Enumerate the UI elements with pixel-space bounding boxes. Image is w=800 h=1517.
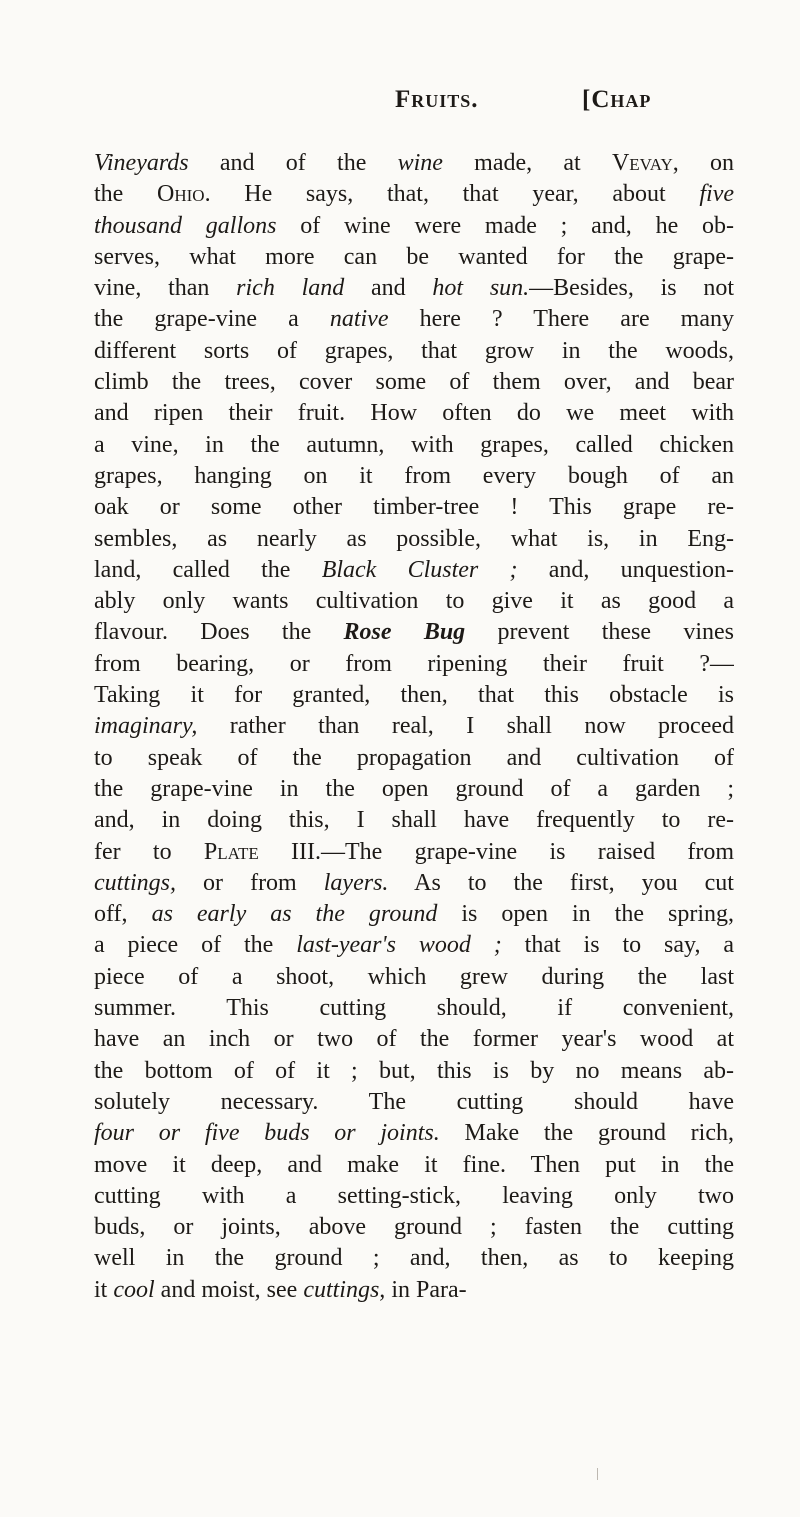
text-run: to speak of the propagation and cultivation of — [94, 744, 734, 771]
text-run: Vevay, — [611, 150, 679, 176]
text-run: layers. — [323, 869, 389, 896]
header-title: Fruits. — [395, 86, 479, 113]
running-header — [0, 86, 800, 126]
text-run: hot sun. — [432, 275, 530, 302]
text-line — [94, 398, 734, 429]
text-run: that is to say, a — [501, 932, 734, 959]
text-run: or from — [176, 869, 324, 896]
text-run: Make the ground rich, — [439, 1120, 734, 1147]
text-run: five — [699, 181, 734, 208]
text-run: cuttings, — [94, 869, 176, 896]
text-run: in Para- — [385, 1276, 467, 1303]
text-run: last-year's wood ; — [296, 932, 502, 959]
text-run: —Besides, is not — [529, 275, 734, 302]
text-run: cuttings, — [303, 1276, 386, 1303]
text-line — [94, 1056, 734, 1087]
text-run: four or five buds or joints. — [94, 1120, 440, 1147]
text-run: and of the — [188, 150, 398, 176]
text-line — [94, 805, 734, 836]
text-run: as early as the ground — [151, 901, 438, 928]
text-line — [94, 617, 734, 648]
text-run: imaginary, — [94, 713, 198, 740]
text-line — [94, 148, 734, 179]
text-line — [94, 649, 734, 680]
text-run: Black Cluster ; — [321, 556, 518, 583]
text-line — [94, 524, 734, 555]
text-run: is open in the spring, — [437, 901, 734, 928]
text-run: serves, what more can be wanted for the grape- — [94, 243, 734, 270]
text-line — [94, 492, 734, 523]
text-run: on — [678, 150, 734, 176]
text-run: thousand gallons — [94, 212, 277, 239]
text-run: summer. This cutting should, if convenient, — [94, 995, 734, 1022]
text-run: the bottom of of it ; but, this is by no means ab- — [94, 1057, 734, 1084]
text-run: move it deep, and make it fine. Then put in the — [94, 1151, 734, 1178]
text-line — [94, 899, 734, 930]
text-line — [94, 1212, 734, 1243]
text-run: the grape-vine a — [94, 306, 330, 333]
text-run: buds, or joints, above ground ; fasten the cutting — [94, 1214, 734, 1241]
text-run: rich land — [236, 275, 345, 302]
text-line — [94, 868, 734, 899]
text-run: native — [329, 306, 389, 333]
text-line — [94, 242, 734, 273]
text-run: land, called the — [94, 556, 322, 583]
text-line — [94, 304, 734, 335]
text-line — [94, 1087, 734, 1118]
text-line — [94, 1150, 734, 1181]
text-line — [94, 993, 734, 1024]
text-line — [94, 430, 734, 461]
text-line — [94, 211, 734, 242]
text-run: different sorts of grapes, that grow in the woods, — [94, 337, 734, 364]
text-run: Taking it for granted, then, that this obstacle is — [94, 682, 734, 709]
text-line — [94, 1275, 734, 1306]
text-run: Plate III. — [203, 838, 322, 865]
text-run: climb the trees, cover some of them over, and bear — [94, 369, 734, 396]
text-run: well in the ground ; and, then, as to keeping — [94, 1245, 734, 1272]
text-run: rather than real, I shall now proceed — [197, 713, 734, 740]
text-run: —The grape-vine is raised from — [321, 838, 734, 865]
text-run: it — [94, 1276, 114, 1303]
text-run: ably only wants cultivation to give it as good a — [94, 588, 734, 615]
text-run: cool — [113, 1276, 155, 1303]
text-line — [94, 1118, 734, 1149]
text-run: fer to — [94, 838, 204, 865]
text-run: solutely necessary. The cutting should have — [94, 1088, 734, 1115]
text-line — [94, 1181, 734, 1212]
text-run: the — [94, 181, 158, 208]
text-run: made, at — [442, 150, 612, 176]
text-line — [94, 837, 734, 868]
text-run: a piece of the — [94, 932, 297, 959]
text-run: vine, than — [94, 275, 237, 302]
text-line — [94, 680, 734, 711]
text-line — [94, 1243, 734, 1274]
text-line — [94, 711, 734, 742]
text-line — [94, 179, 734, 210]
text-run: and — [344, 275, 433, 302]
text-run: the grape-vine in the open ground of a garden ; — [94, 775, 734, 802]
text-line — [94, 743, 734, 774]
body-text — [94, 148, 734, 1306]
header-chapter: [Chap — [582, 86, 652, 113]
text-line — [94, 930, 734, 961]
text-run: piece of a shoot, which grew during the last — [94, 963, 734, 990]
text-run: As to the first, you cut — [388, 869, 734, 896]
text-line — [94, 774, 734, 805]
text-run: of wine were made ; and, he ob- — [276, 212, 734, 239]
text-line — [94, 336, 734, 367]
text-line — [94, 461, 734, 492]
text-run: and ripen their fruit. How often do we meet with — [94, 400, 734, 427]
text-run: have an inch or two of the former year's wood at — [94, 1026, 734, 1053]
text-run: prevent these vines — [465, 619, 734, 646]
text-run: Rose Bug — [343, 619, 466, 646]
text-run: from bearing, or from ripening their fruit ?— — [94, 650, 734, 677]
page-mark — [597, 1468, 602, 1480]
text-run: a vine, in the autumn, with grapes, called chicken — [94, 431, 734, 458]
text-run: off, — [94, 901, 152, 928]
text-run: wine — [397, 150, 443, 176]
text-run: and, unquestion- — [517, 556, 734, 583]
text-run: oak or some other timber-tree ! This grape re- — [94, 494, 734, 521]
text-line — [94, 555, 734, 586]
text-run: here ? There are many — [388, 306, 734, 333]
text-run: and moist, see — [154, 1276, 304, 1303]
text-line — [94, 962, 734, 993]
text-run: grapes, hanging on it from every bough of an — [94, 462, 734, 489]
text-run: Ohio. — [157, 181, 211, 208]
text-run: cutting with a setting-stick, leaving only two — [94, 1182, 734, 1209]
text-line — [94, 273, 734, 304]
text-run: and, in doing this, I shall have frequently to re- — [94, 807, 734, 834]
text-run: flavour. Does the — [94, 619, 344, 646]
text-run: Vineyards — [94, 150, 189, 176]
text-line — [94, 586, 734, 617]
text-run: He says, that, that year, about — [210, 181, 700, 208]
text-line — [94, 1024, 734, 1055]
text-line — [94, 367, 734, 398]
text-run: sembles, as nearly as possible, what is, in Eng- — [94, 525, 734, 552]
